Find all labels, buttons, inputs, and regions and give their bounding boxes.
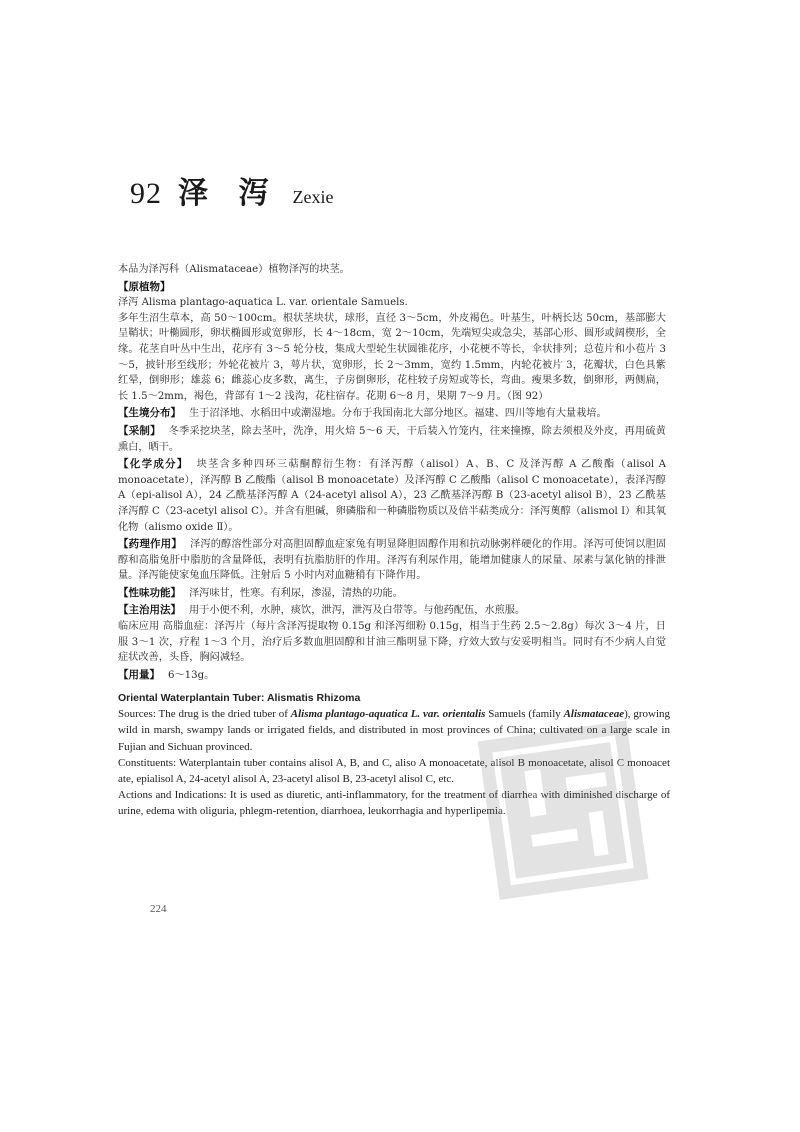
section-heading: 【化学成分】 bbox=[118, 458, 189, 471]
section-text: 生于沼泽地、水稻田中或潮湿地。分布于我国南北大部分地区。福建、四川等地有大量栽培。 bbox=[189, 408, 607, 420]
plant-description: 多年生沼生草本，高 50～100cm。根状茎块状，球形，直径 3～5cm，外皮褐色。叶基生，叶柄长达 50cm，基部膨大呈鞘状；叶椭圆形，卵状椭圆形或宽卵形，长 4～18cm，宽 2～10cm，先端短尖或急尖，基部心形、圆形或阔楔形，全缘。花茎自叶丛中生出，花序有 3～5 轮分枝，集成大型轮生状圆锥花序，小花梗不等长，伞状排列；总苞片和小苞片 3～5，披针形至线形；外轮花被片 3，萼片状，宽卵形，长 2～3mm，宽约 1.5mm，内轮花被片 3，花瓣状，白色具紫红晕，倒卵形；雄蕊 6；雌蕊心皮多数，离生，子房倒卵形，花柱较子房短或等长，弯曲。瘦果多数，倒卵形，两侧扁，长 1.5～2mm，褐色，背部有 1～2 浅沟，花柱宿存。花期 6～8 月，果期 7～9 月。（图 92） bbox=[118, 312, 666, 402]
section-text: 块茎含多种四环三萜酮醇衍生物：有泽泻醇（alisol）A、B、C 及泽泻醇 A 乙酸酯（alisol A monoacetate），泽泻醇 B 乙酸酯（alisol B monoacetate）及泽泻醇 C 乙酸酯（alisol C monoacetate），表泽泻醇 A（epi-alisol A），24 乙酰基泽泻醇 A（24-acetyl alisol A），23 乙酰基泽泻醇 B（23-acetyl alisol B），23 乙酰基泽泻醇 C（23-acetyl alisol C）。并含有胆碱，卵磷脂和一种磷脂物质以及倍半萜类成分：泽泻薁醇（alismol Ⅰ）和其氧化物（alismo oxide Ⅱ）。 bbox=[118, 459, 666, 533]
english-title: Oriental Waterplantain Tuber: Alismatis Rhizoma bbox=[118, 692, 361, 704]
section-original-plant bbox=[118, 280, 666, 296]
section-chemistry bbox=[118, 457, 666, 535]
section-heading: 【原植物】 bbox=[118, 280, 171, 293]
section-properties bbox=[118, 586, 666, 602]
section-heading: 【生境分布】 bbox=[118, 407, 181, 420]
clinical-application: 临床应用 高脂血症：泽泻片（每片含泽泻提取物 0.15g 和泽泻细粉 0.15g，相当于生药 2.5～2.8g）每次 3～4 片，日服 3～1 次，疗程 1～3 个月，治疗后多数血胆固醇和甘油三酯明显下降，疗效大致与安妥明相当。同时有不少病人自觉症状改善，头昏，胸闷减轻。 bbox=[118, 621, 666, 664]
chapter-name-pinyin: Zexie bbox=[292, 187, 334, 207]
section-text: 泽泻的醇溶性部分对高胆固醇血症家兔有明显降胆固醇作用和抗动脉粥样硬化的作用。泽泻可使饲以胆固醇和高脂兔肝中脂肪的含量降低，表明有抗脂肪肝的作用。泽泻有利尿作用，能增加健康人的尿量、尿素与氯化钠的排泄量。泽泻能使家兔血压降低。注射后 5 小时内对血糖稍有下降作用。 bbox=[118, 539, 667, 582]
chapter-title bbox=[130, 168, 333, 212]
section-dosage bbox=[118, 668, 666, 684]
section-indications bbox=[118, 603, 666, 619]
sources-label: Sources: bbox=[118, 708, 156, 721]
chinese-body bbox=[118, 262, 666, 683]
sources-text: The drug is the dried tuber of bbox=[155, 708, 291, 721]
sources-text: Samuels (family bbox=[485, 708, 564, 721]
section-heading: 【性味功能】 bbox=[118, 586, 181, 599]
english-constituents: Constituents: Waterplantain tuber contains alisol A, B, and C, aliso A monoacetate, alisol B monoacetate, alisol C monoacet ate, epialisol A, 24-acetyl alisol A, 23-acetyl alisol B, 23-acetyl alisol C, etc. bbox=[118, 756, 670, 786]
section-text: 6～13g。 bbox=[168, 669, 215, 681]
english-actions: Actions and Indications: It is used as diuretic, anti-inflammatory, for the treatment of diarrhea with diminished discharge of urine, edema with oliguria, phlegm-retention, diarrhoea, leukorrhagia and hyperlipemia. bbox=[118, 789, 670, 818]
section-heading: 【采制】 bbox=[118, 424, 161, 437]
section-collection bbox=[118, 424, 666, 455]
chapter-name-chinese: 泽 泻 bbox=[178, 176, 279, 211]
section-text: 泽泻味甘，性寒。有利尿，渗湿，清热的功能。 bbox=[189, 587, 403, 599]
plant-latin-name: 泽泻 Alisma plantago-aquatica L. var. orientale Samuels. bbox=[118, 297, 408, 309]
section-text: 用于小便不利，水肿，痰饮，泄泻，泄泻及白带等。与他药配伍，水煎服。 bbox=[189, 605, 526, 617]
section-pharmacology bbox=[118, 537, 666, 584]
species-name: Alisma plantago-aquatica L. var. orientalis bbox=[290, 708, 486, 721]
chapter-number: 92 bbox=[130, 177, 162, 210]
section-heading: 【药理作用】 bbox=[118, 538, 182, 551]
section-text: 冬季采挖块茎，除去茎叶，洗净，用火焙 5～6 天，干后装入竹笼内，往来撞擦，除去须根及外皮，再用硫黄熏白，晒干。 bbox=[118, 425, 666, 453]
section-heading: 【用量】 bbox=[118, 668, 160, 681]
section-habitat bbox=[118, 406, 666, 422]
intro-paragraph: 本品为泽泻科（Alismataceae）植物泽泻的块茎。 bbox=[118, 264, 350, 275]
seal-watermark bbox=[470, 720, 660, 900]
family-name: Alismataceae bbox=[563, 708, 625, 721]
page-number: 224 bbox=[150, 903, 167, 915]
sources-text: ), growing wild in marsh, swampy lands or irrigated fields, and distributed in most provinces of China; cultivated on a large scale in Fujian and Sichuan provinced. bbox=[118, 708, 671, 753]
section-heading: 【主治用法】 bbox=[118, 604, 181, 617]
